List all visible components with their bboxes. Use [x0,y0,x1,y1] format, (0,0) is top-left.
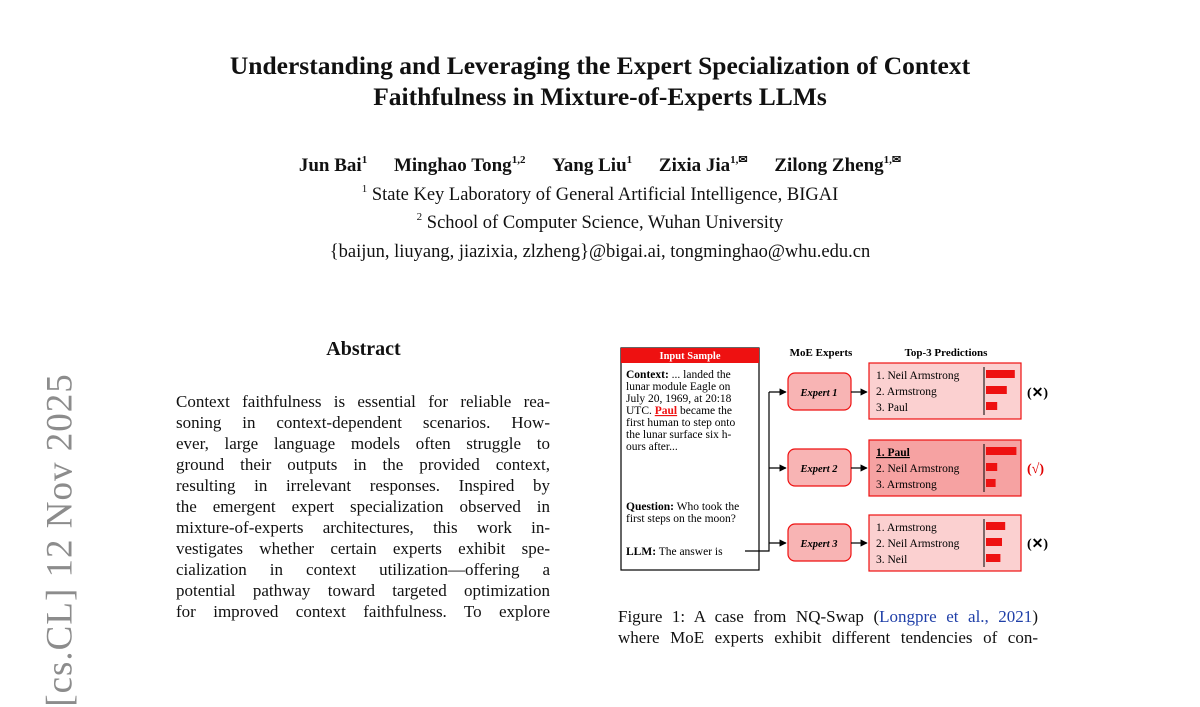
expert-3-label: Expert 3 [800,539,838,550]
llm-line [626,546,723,558]
score-bar [986,386,1007,394]
author-affil-mark: 1,2 [511,154,526,166]
caption-citation-link[interactable]: Longpre et al., 2021 [879,607,1033,626]
prediction: 3. Neil [876,554,908,566]
author-name: Minghao Tong [393,155,512,176]
affiliation-2 [0,211,1200,235]
figure-caption-line [618,606,1038,627]
prediction: 3. Paul [876,402,908,414]
author [552,155,632,176]
score-bar [986,479,996,487]
question-label: Question: [626,501,674,513]
affiliation-mark: 2 [416,211,423,223]
abstract-line: potential pathway toward targeted optimization [176,581,550,600]
context-label: Context: [626,369,669,381]
input-sample-header: Input Sample [659,351,721,362]
expert-2-verdict: (√) [1027,462,1045,477]
context-line: ours after... [626,441,678,453]
prediction: 3. Armstrong [876,479,937,491]
prediction-text: 1. Paul [876,447,910,459]
paper-title [0,50,1200,112]
author-name: Yang Liu [552,155,627,176]
context-line: July 20, 1969, at 20:18 [626,393,732,405]
author-emails: {baijun, liuyang, jiazixia, zlzheng}@bigai.ai, tongminghao@whu.edu.cn [329,242,871,262]
prediction: 1. Neil Armstrong [876,370,960,382]
abstract-line: Context faithfulness is essential for reliable rea- [176,392,550,411]
score-bar [986,402,997,410]
question-line [626,501,739,513]
author-affil-mark: 1 [361,154,368,166]
author-name: Jun Bai [298,155,362,176]
figure-caption-line: where MoE experts exhibit different tendencies of con- [618,628,1038,647]
expert-1-verdict: (✕) [1027,386,1049,401]
affiliation-1 [0,183,1200,207]
author [394,155,526,176]
affiliation-mark: 1 [361,183,368,195]
prediction: 2. Neil Armstrong [876,463,960,475]
abstract-line: resulting in irrelevant responses. Inspired by [176,476,550,495]
author-list [0,154,1200,178]
context-line: first human to step onto [626,417,736,429]
abstract-line: cialization in context utilization—offering a [176,560,550,579]
abstract-line: vestigates whether certain experts exhibit spe- [176,539,550,558]
expert-1-label: Expert 1 [800,388,838,399]
context-highlight: Paul [654,405,678,417]
abstract-line: ever, large language models often struggle to [176,434,550,453]
prediction: 1. Armstrong [876,522,937,534]
llm-label: LLM: [626,546,657,558]
author-name: Zixia Jia [658,155,731,176]
prediction: 2. Armstrong [876,386,937,398]
abstract-line: the emergent expert specialization observed in [176,497,550,516]
abstract-line: ground their outputs in the provided context, [176,455,550,474]
context-text-span: ... landed the [668,369,731,381]
score-bar [986,463,997,471]
affiliation-text: School of Computer Science, Wuhan University [426,213,784,233]
score-bar [986,447,1016,455]
author [774,155,901,176]
score-bar [986,370,1015,378]
context-line [626,405,732,417]
question-line: first steps on the moon? [626,513,736,525]
score-bar [986,538,1002,546]
abstract-line: for improved context faithfulness. To explore [176,602,550,621]
figure-1 [618,344,1049,574]
title-line-1: Understanding and Leveraging the Expert Specialization of Context [229,51,971,80]
question-text: Who took the [673,501,740,513]
context-text-span: became the [677,405,733,417]
prediction [876,447,910,459]
author-affil-mark: 1,✉ [883,154,902,166]
llm-text: The answer is [656,546,723,558]
context-line [626,369,731,381]
caption-text: ) [1032,607,1038,626]
author [659,155,748,176]
context-line: lunar module Eagle on [626,381,731,393]
affiliation-text: State Key Laboratory of General Artificial Intelligence, BIGAI [371,185,839,205]
score-bar [986,522,1005,530]
expert-3-verdict: (✕) [1027,537,1049,552]
abstract-line: soning in context-dependent scenarios. How- [176,413,550,432]
abstract-line: mixture-of-experts architectures, this work in- [176,518,550,537]
arxiv-stamp: [cs.CL] 12 Nov 2025 [39,373,81,707]
author-name: Zilong Zheng [774,155,884,176]
prediction: 2. Neil Armstrong [876,538,960,550]
moe-experts-header: MoE Experts [789,347,853,359]
context-text-span: UTC. [626,405,655,417]
expert-2-label: Expert 2 [800,464,838,475]
author-affil-mark: 1 [626,154,633,166]
author-affil-mark: 1,✉ [730,154,748,166]
score-bar [986,554,1000,562]
top3-header: Top-3 Predictions [904,347,988,359]
title-line-2: Faithfulness in Mixture-of-Experts LLMs [373,82,827,111]
abstract-heading: Abstract [326,338,401,360]
context-line: the lunar surface six h- [626,429,732,441]
figure-1-diagram [618,344,1049,574]
author [299,155,367,176]
caption-text: Figure 1: A case from NQ-Swap ( [618,607,880,626]
